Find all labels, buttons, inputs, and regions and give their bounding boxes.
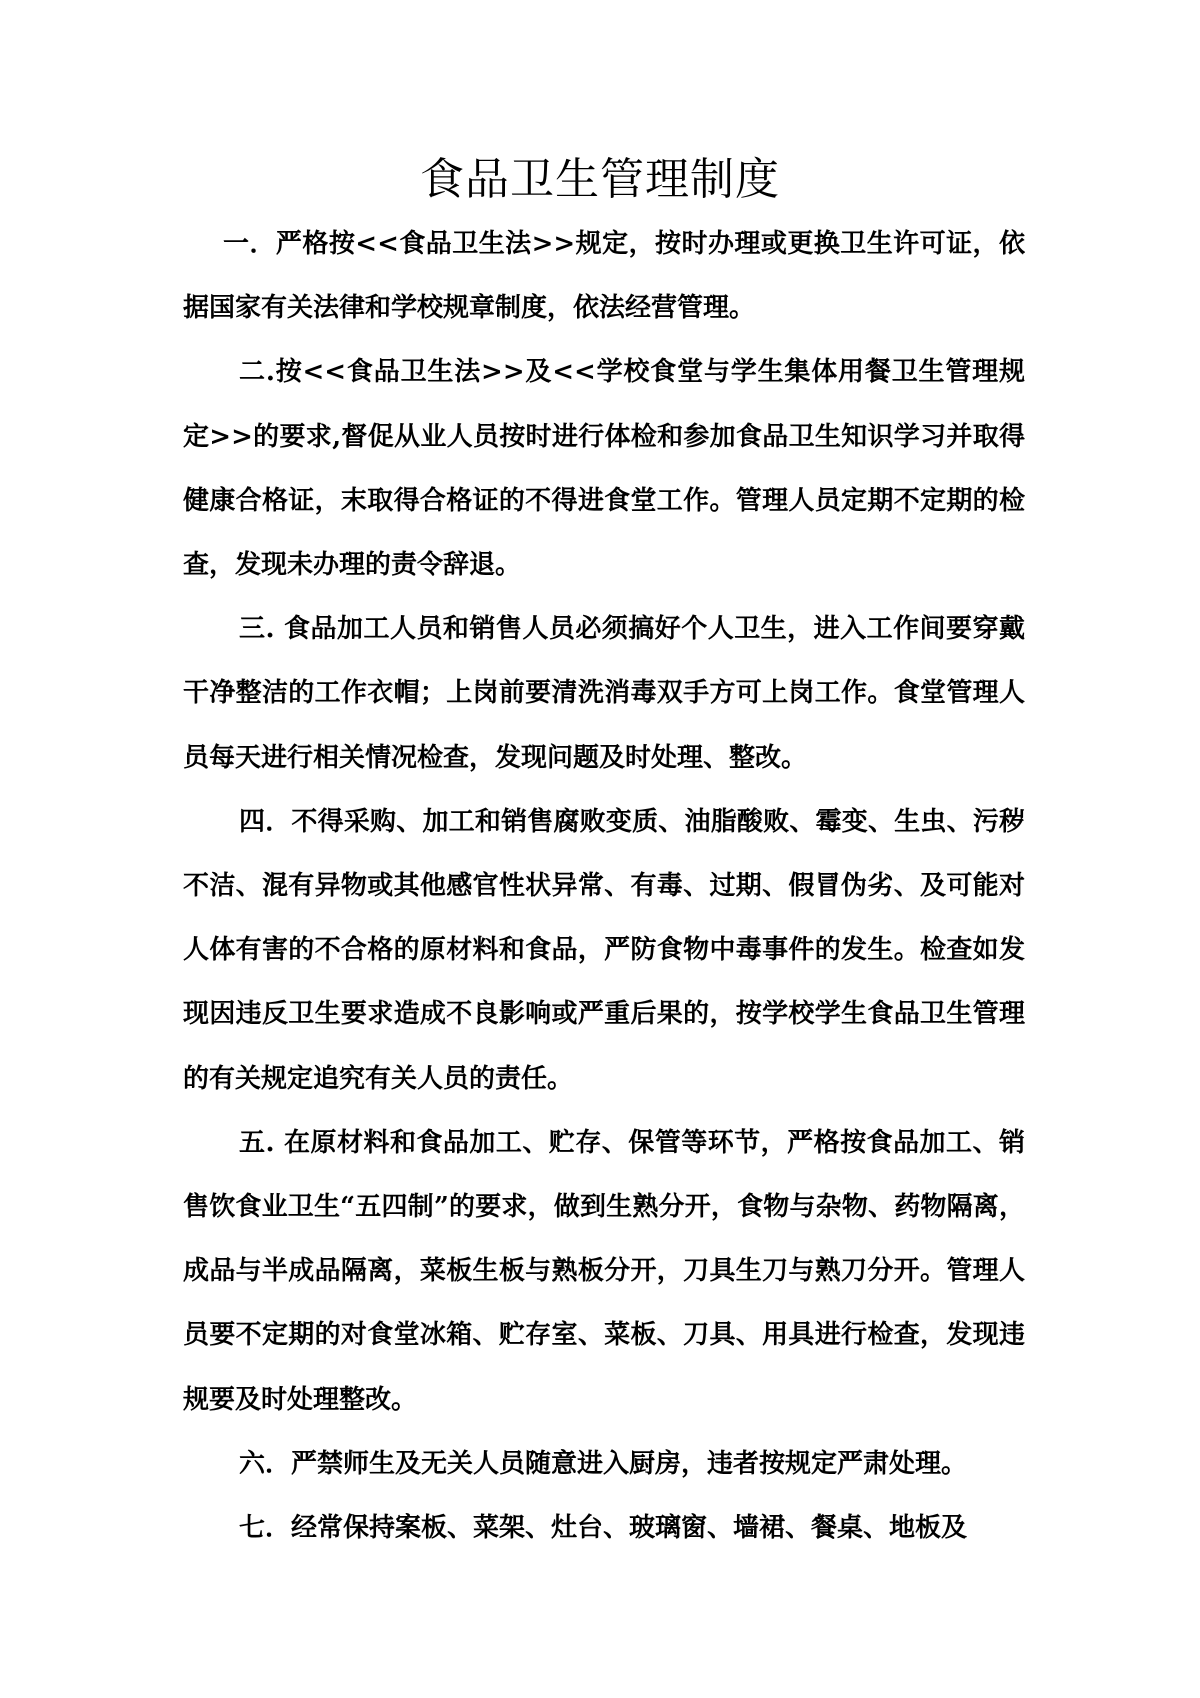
paragraph-5: 五. 在原材料和食品加工、贮存、保管等环节，严格按食品加工、销售饮食业卫生“五四制”的要求，做到生熟分开，食物与杂物、药物隔离，成品与半成品隔离，菜板生板与熟板分开，刀具生刀与熟刀分开。管理人员要不定期的对食堂冰箱、贮存室、菜板、刀具、用具进行检查，发现违规要及时处理整改。 bbox=[183, 1127, 1025, 1415]
paragraph-4: 四．不得采购、加工和销售腐败变质、油脂酸败、霉变、生虫、污秽不洁、混有异物或其他感官性状异常、有毒、过期、假冒伪劣、及可能对人体有害的不合格的原材料和食品，严防食物中毒事件的发生。检查如发现因违反卫生要求造成不良影响或严重后果的，按学校学生食品卫生管理的有关规定追究有关人员的责任。 bbox=[183, 806, 1025, 1094]
paragraph-2: 二.按<<食品卫生法>>及<<学校食堂与学生集体用餐卫生管理规定>>的要求,督促从业人员按时进行体检和参加食品卫生知识学习并取得健康合格证，末取得合格证的不得进食堂工作。管理人员定期不定期的检查，发现未办理的责令辞退。 bbox=[183, 357, 1025, 581]
paragraph-6: 六．严禁师生及无关人员随意进入厨房，违者按规定严肃处理。 bbox=[239, 1448, 968, 1479]
paragraph-1: 一．严格按<<食品卫生法>>规定，按时办理或更换卫生许可证，依据国家有关法律和学校规章制度，依法经营管理。 bbox=[183, 229, 1025, 324]
document-title: 食品卫生管理制度 bbox=[420, 154, 780, 205]
paragraph-7: 七．经常保持案板、菜架、灶台、玻璃窗、墙裙、餐桌、地板及 bbox=[239, 1513, 968, 1544]
document-body bbox=[183, 212, 1025, 1560]
paragraph-3: 三. 食品加工人员和销售人员必须搞好个人卫生，进入工作间要穿戴干净整洁的工作衣帽；上岗前要清洗消毒双手方可上岗工作。食堂管理人员每天进行相关情况检查，发现问题及时处理、整改。 bbox=[183, 614, 1025, 773]
